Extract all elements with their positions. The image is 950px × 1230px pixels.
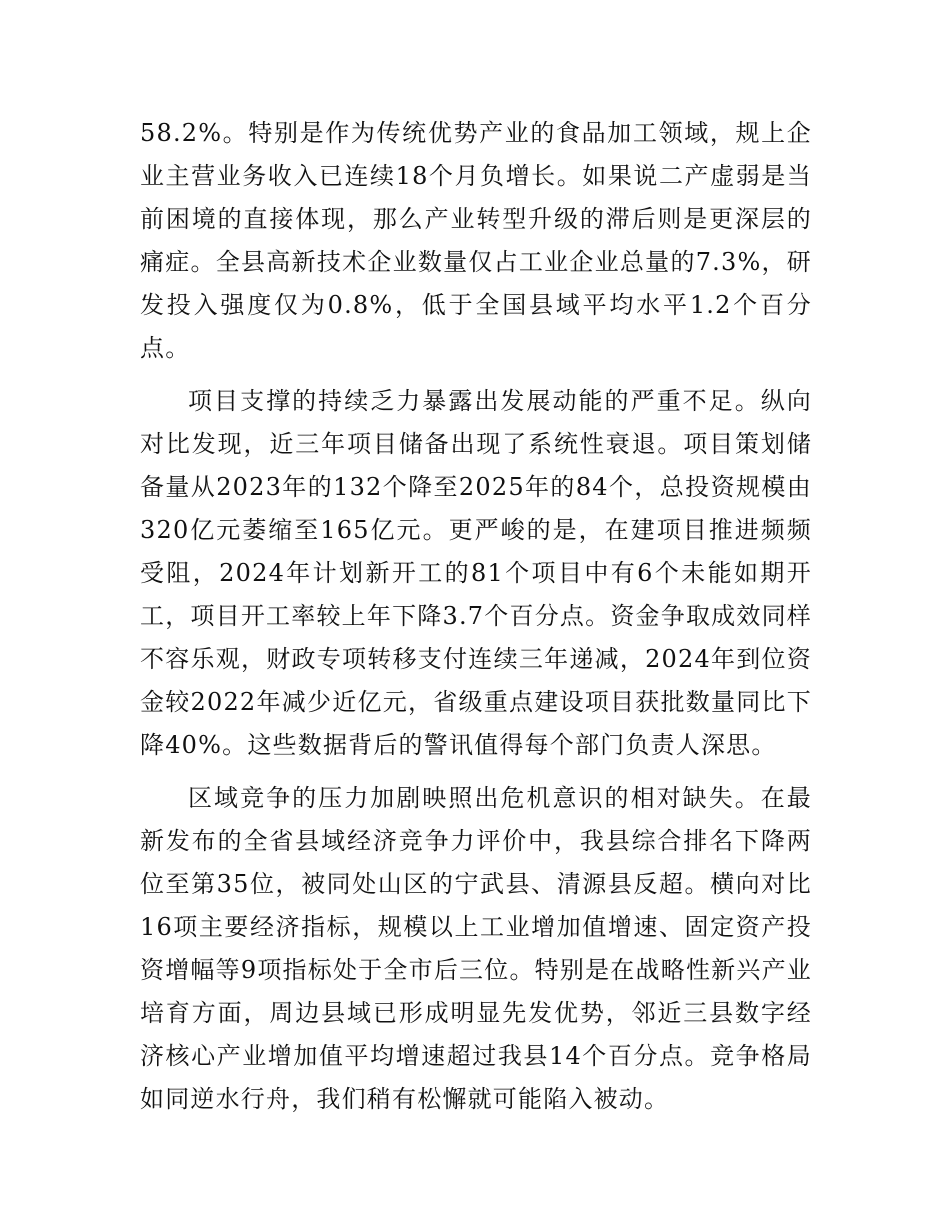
paragraph-continuation: 58.2%。特别是作为传统优势产业的食品加工领域，规上企业主营业务收入已连续18个月负增长。如果说二产虚弱是当前困境的直接体现，那么产业转型升级的滞后则是更深层的痛症。全县高新技术企业数量仅占工业企业总量的7.3%，研发投入强度仅为0.8%，低于全国县域平均水平1.2个百分点。 (140, 119, 812, 362)
paragraph-regional-competition: 区域竞争的压力加剧映照出危机意识的相对缺失。在最新发布的全省县域经济竞争力评价中，我县综合排名下降两位至第35位，被同处山区的宁武县、清源县反超。横向对比16项主要经济指标，规模以上工业增加值增速、固定资产投资增幅等9项指标处于全市后三位。特别是在战略性新兴产业培育方面，周边县域已形成明显先发优势，邻近三县数字经济核心产业增加值平均增速超过我县14个百分点。竞争格局如同逆水行舟，我们稍有松懈就可能陷入被动。 (140, 784, 812, 1113)
document-body (140, 112, 812, 1131)
paragraph-project-support: 项目支撑的持续乏力暴露出发展动能的严重不足。纵向对比发现，近三年项目储备出现了系统性衰退。项目策划储备量从2023年的132个降至2025年的84个，总投资规模由320亿元萎缩至165亿元。更严峻的是，在建项目推进频频受阻，2024年计划新开工的81个项目中有6个未能如期开工，项目开工率较上年下降3.7个百分点。资金争取成效同样不容乐观，财政专项转移支付连续三年递减，2024年到位资金较2022年减少近亿元，省级重点建设项目获批数量同比下降40%。这些数据背后的警讯值得每个部门负责人深思。 (140, 387, 812, 759)
